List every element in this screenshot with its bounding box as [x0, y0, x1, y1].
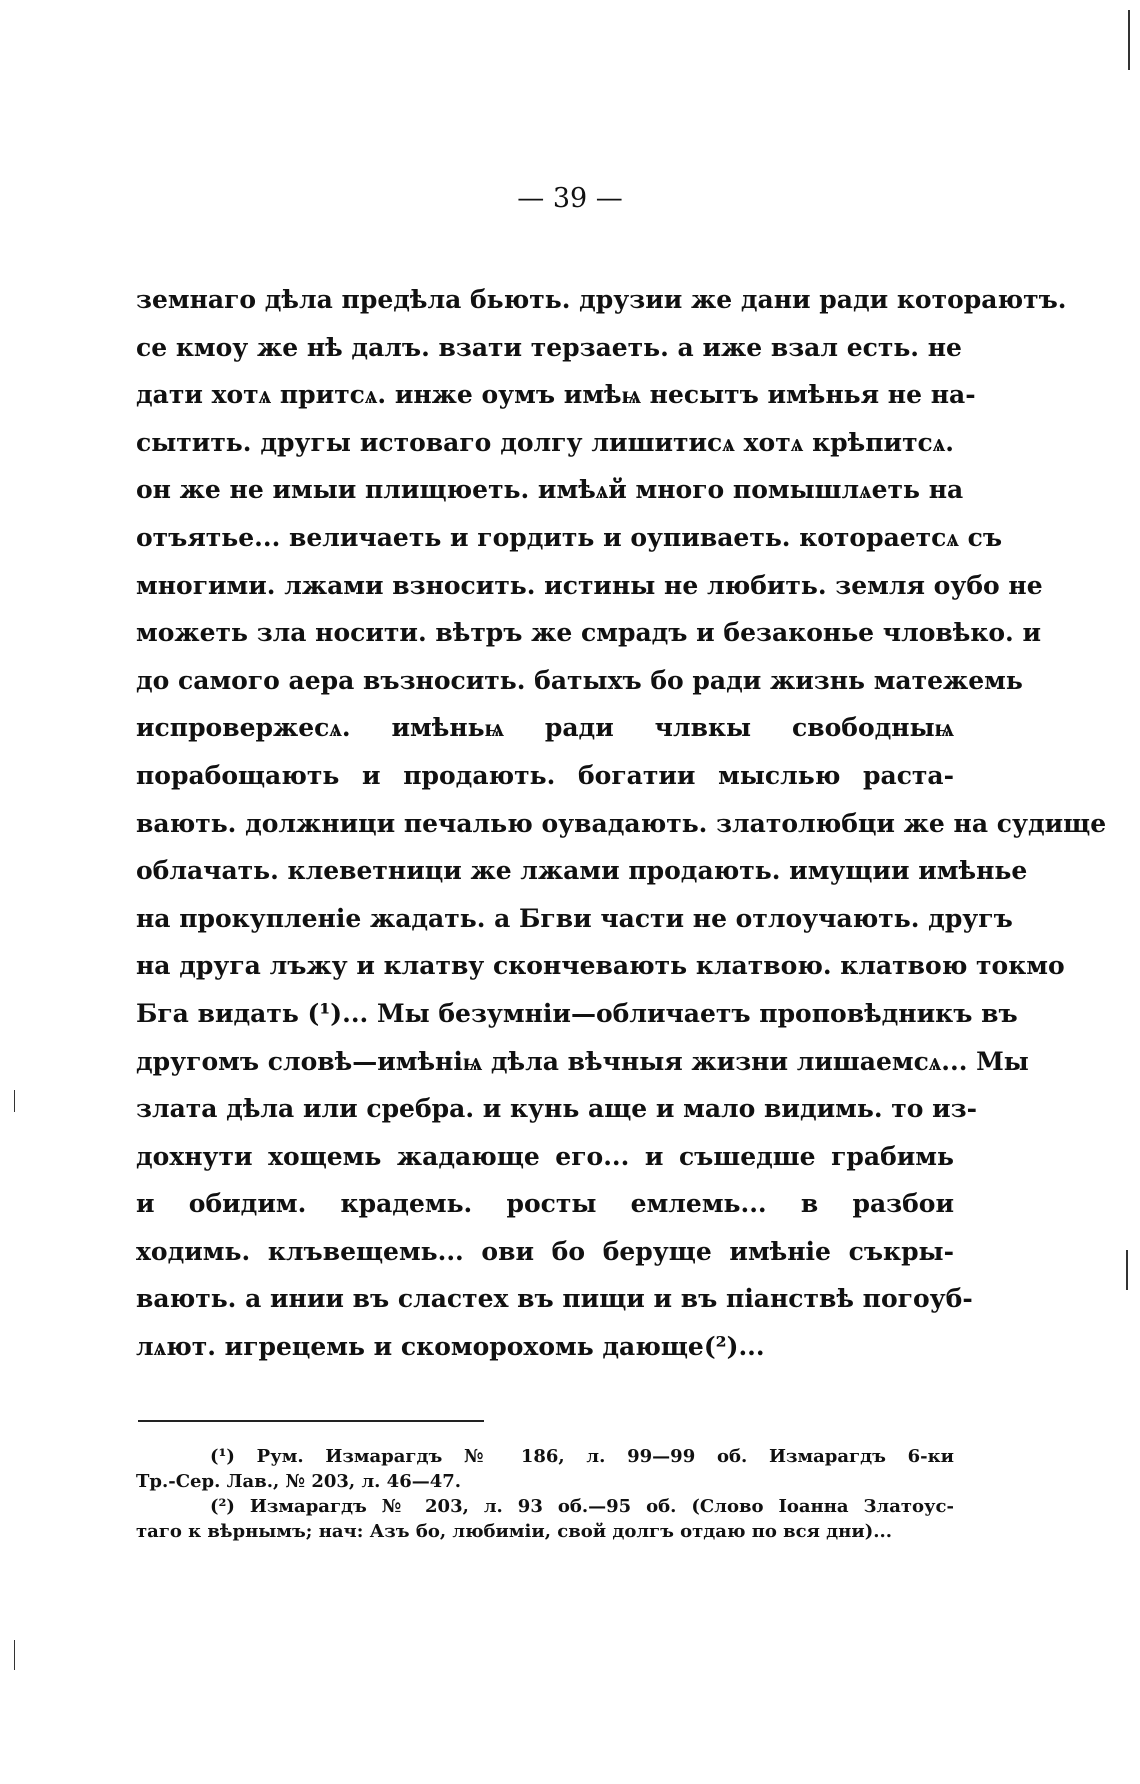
page-number: — 39 — [517, 183, 623, 214]
body-line: дохнути хощемь жадающе его... и съшедше грабимь [136, 1141, 954, 1171]
footnote-line: (²) Измарагдъ № 203, л. 93 об.—95 об. (Слово Іоанна Златоус- [210, 1496, 954, 1517]
body-line: можеть зла носити. вѣтръ же смрадъ и безаконье чловѣко. и [136, 618, 1041, 648]
body-line: другомъ словѣ—имѣніѩ дѣла вѣчныя жизни лишаемсѧ... Мы [136, 1046, 1029, 1076]
body-line: испровержесѧ. имѣньѩ ради члвкы свободныѩ [136, 713, 954, 743]
body-text [136, 276, 1107, 1371]
body-line: ходимь. клъвещемь... ови бо беруще имѣніе съкры- [136, 1236, 954, 1266]
body-line: дати хотѧ притсѧ. инже оумъ имѣѩ несытъ имѣнья не на- [136, 380, 976, 410]
body-line: се кмоу же нѣ далъ. взати терзаеть. а иже взал есть. не [136, 332, 962, 362]
footnote-line: (¹) Рум. Измарагдъ № 186, л. 99—99 об. Измарагдъ 6-ки [210, 1446, 954, 1467]
body-line: и обидим. крадемь. росты емлемь... в разбои [136, 1189, 954, 1219]
body-line: вають. должници печалью оувадають. златолюбци же на судище [136, 808, 1107, 838]
body-line: на прокупленіе жадать. а Бгви части не отлоучають. другъ [136, 903, 1013, 933]
body-line: злата дѣла или сребра. и кунь аще и мало видимь. то из- [136, 1094, 977, 1124]
scan-edge-mark [1128, 10, 1130, 70]
footnote-line: таго к вѣрнымъ; нач: Азъ бо, любиміи, свой долгъ отдаю по вся дни)... [136, 1521, 893, 1542]
scan-edge-mark [14, 1640, 15, 1670]
body-line: земнаго дѣла предѣла бьють. друзии же дани ради котораютъ. [136, 285, 1067, 314]
body-line: лѧют. игрецемь и скоморохомь дающе(²)... [136, 1332, 765, 1362]
body-line: он же не имыи плищюеть. имѣѧй много помышлѧеть на [136, 475, 964, 505]
body-line: отъятье... величаеть и гордить и оупиваеть. котораетсѧ съ [136, 522, 1002, 552]
body-line: порабощають и продають. богатии мыслью раста- [136, 760, 954, 790]
scan-edge-mark [14, 1090, 15, 1112]
footnotes [136, 1444, 954, 1544]
body-line: на друга лъжу и клатву скончевають клатвою. клатвою токмо [136, 951, 1065, 981]
body-line: многими. лжами взносить. истины не любить. земля оубо не [136, 570, 1043, 600]
body-line: сытить. другы истоваго долгу лишитисѧ хотѧ крѣпитсѧ. [136, 427, 954, 457]
footnote-divider [138, 1420, 484, 1422]
body-line: вають. а инии въ сластех въ пищи и въ піанствѣ погоуб- [136, 1284, 973, 1314]
body-line: Бга видать (¹)... Мы безумніи—обличаетъ проповѣдникъ въ [136, 998, 1018, 1028]
body-line: до самого аера възносить. батыхъ бо ради жизнь матежемь [136, 665, 1023, 695]
body-line: облачать. клеветници же лжами продають. имущии имѣнье [136, 856, 1028, 886]
scan-edge-mark [1126, 1250, 1128, 1290]
footnote-line: Тр.-Сер. Лав., № 203, л. 46—47. [136, 1471, 462, 1492]
